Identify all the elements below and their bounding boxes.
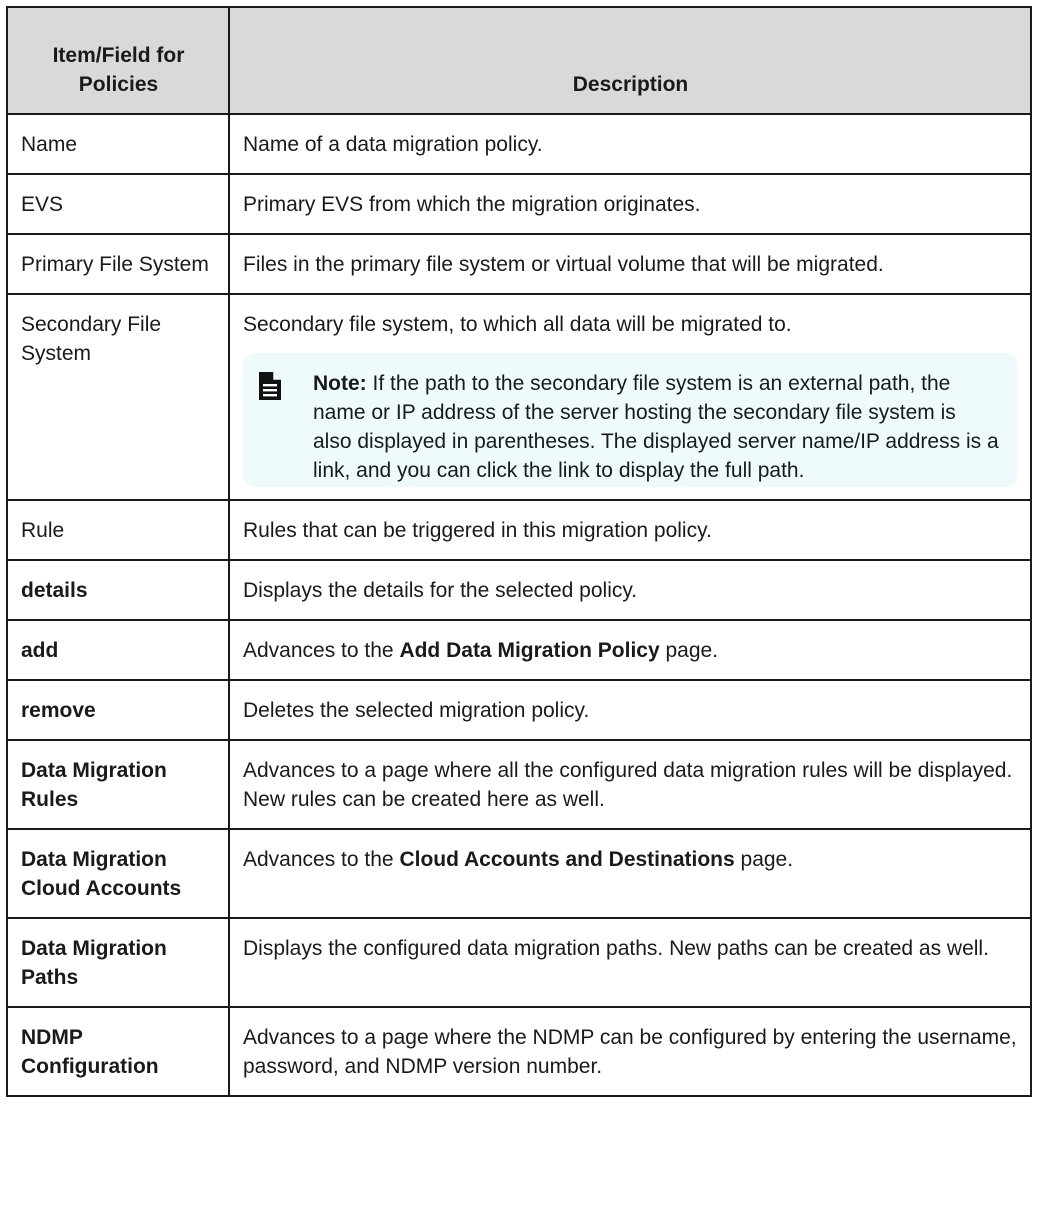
table-row — [7, 829, 1031, 918]
policies-reference-table — [6, 6, 1032, 1097]
description-cell — [229, 620, 1031, 680]
description-cell — [229, 1007, 1031, 1096]
description-cell — [229, 829, 1031, 918]
description-text — [243, 1023, 1018, 1081]
description-text — [243, 130, 1018, 159]
description-bold-text: Add Data Migration Policy — [399, 639, 660, 662]
description-text-run: Advances to the — [243, 848, 400, 871]
item-cell: Secondary File System — [7, 294, 229, 500]
item-cell: remove — [7, 680, 229, 740]
item-cell: Rule — [7, 500, 229, 560]
description-text — [243, 696, 1018, 725]
note-label: Note: — [313, 372, 367, 395]
note-document-icon — [257, 369, 287, 485]
table-row — [7, 1007, 1031, 1096]
description-text-run: Files in the primary file system or virtual volume that will be migrated. — [243, 253, 884, 276]
table-row — [7, 918, 1031, 1007]
description-text-run: Primary EVS from which the migration originates. — [243, 193, 701, 216]
table-row — [7, 174, 1031, 234]
description-bold-text: Cloud Accounts and Destinations — [399, 848, 735, 871]
description-text — [243, 250, 1018, 279]
item-cell: Data Migration Rules — [7, 740, 229, 829]
column-header-item: Item/Field for Policies — [7, 7, 229, 114]
description-text — [243, 636, 1018, 665]
item-cell: Data Migration Cloud Accounts — [7, 829, 229, 918]
item-cell: NDMP Configuration — [7, 1007, 229, 1096]
description-text — [243, 310, 1018, 339]
table-row — [7, 560, 1031, 620]
item-cell: Data Migration Paths — [7, 918, 229, 1007]
description-text — [243, 516, 1018, 545]
description-text — [243, 190, 1018, 219]
note-body: If the path to the secondary file system is an external path, the name or IP address of the server hosting the secondary file system is also displayed in parentheses. The displayed server name/IP address is a link, and you can click the link to display the full path. — [313, 372, 999, 482]
description-text-run: Advances to a page where all the configured data migration rules will be displayed. New rules can be created here as well. — [243, 759, 1013, 811]
description-text-run: page. — [734, 848, 794, 871]
description-text — [243, 934, 1018, 963]
table-row — [7, 114, 1031, 174]
description-text — [243, 756, 1018, 814]
description-text-run: Displays the configured data migration paths. New paths can be created as well. — [243, 937, 989, 960]
description-cell — [229, 560, 1031, 620]
description-text — [243, 576, 1018, 605]
description-cell — [229, 174, 1031, 234]
column-header-description: Description — [229, 7, 1031, 114]
table-row — [7, 500, 1031, 560]
item-cell: Name — [7, 114, 229, 174]
note-box — [243, 353, 1018, 487]
table-row — [7, 680, 1031, 740]
description-text-run: Name of a data migration policy. — [243, 133, 543, 156]
description-cell — [229, 918, 1031, 1007]
description-text-run: Advances to a page where the NDMP can be configured by entering the username, password, and NDMP version number. — [243, 1026, 1017, 1078]
item-cell: EVS — [7, 174, 229, 234]
description-text-run: Displays the details for the selected policy. — [243, 579, 638, 602]
table-row — [7, 620, 1031, 680]
table-row — [7, 234, 1031, 294]
description-cell — [229, 680, 1031, 740]
description-text-run: Deletes the selected migration policy. — [243, 699, 590, 722]
table-row — [7, 740, 1031, 829]
description-text-run: Secondary file system, to which all data will be migrated to. — [243, 313, 792, 336]
item-cell: add — [7, 620, 229, 680]
description-cell — [229, 114, 1031, 174]
description-cell — [229, 294, 1031, 500]
description-text-run: page. — [659, 639, 719, 662]
description-cell — [229, 500, 1031, 560]
note-text — [313, 369, 1000, 485]
item-cell: details — [7, 560, 229, 620]
table-header-row — [7, 7, 1031, 114]
description-cell — [229, 234, 1031, 294]
description-text — [243, 845, 1018, 874]
table-body — [7, 114, 1031, 1096]
item-cell: Primary File System — [7, 234, 229, 294]
description-text-run: Advances to the — [243, 639, 400, 662]
description-text-run: Rules that can be triggered in this migration policy. — [243, 519, 712, 542]
description-cell — [229, 740, 1031, 829]
table-row — [7, 294, 1031, 500]
